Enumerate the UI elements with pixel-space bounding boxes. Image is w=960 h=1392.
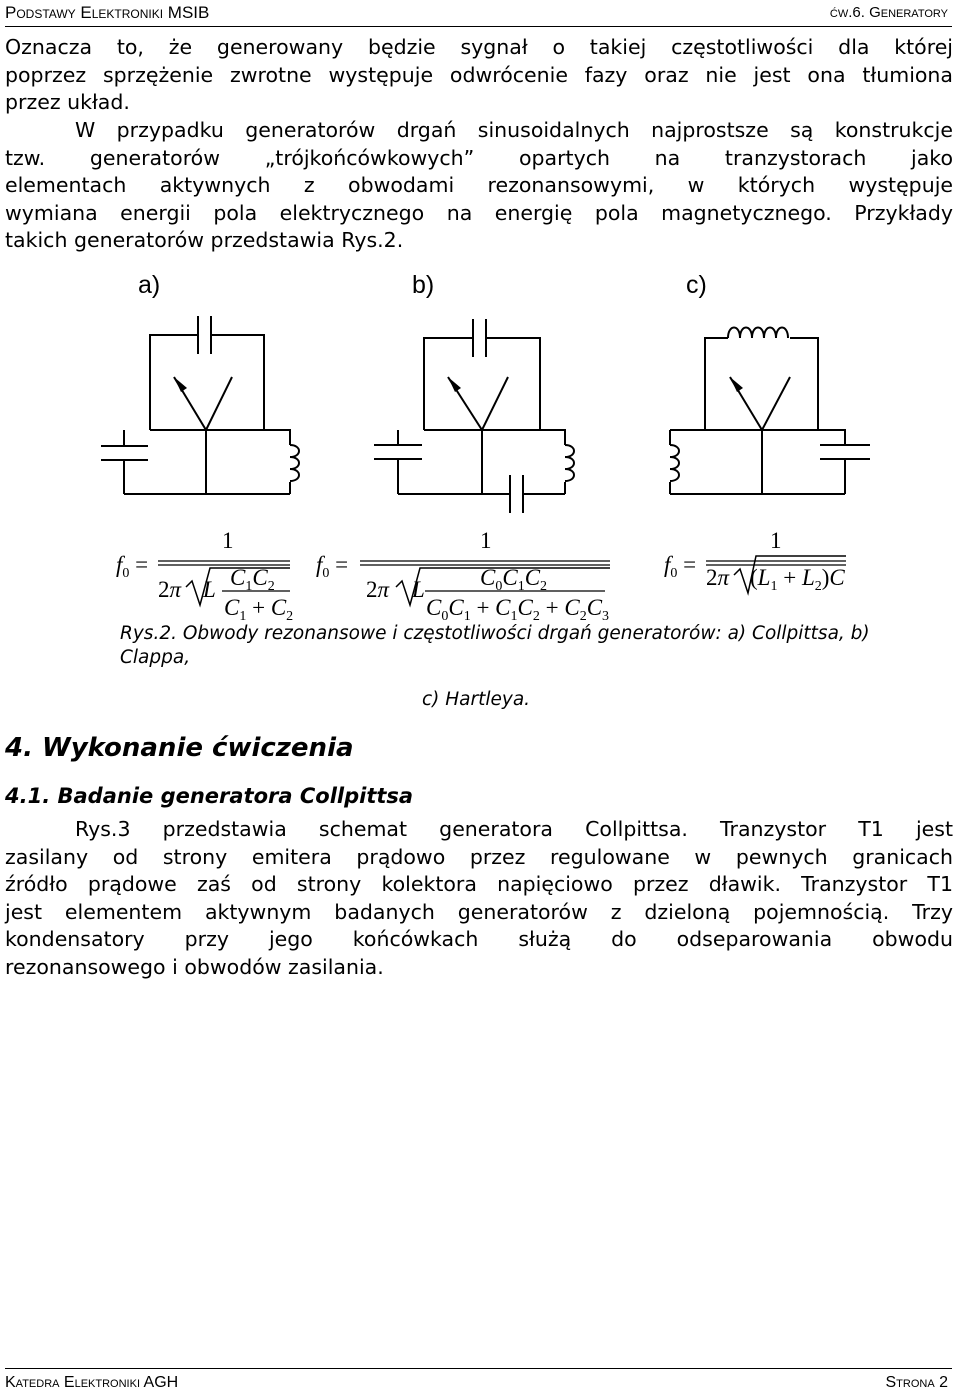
generators-paragraph <box>5 117 953 255</box>
text-line: Oznacza to, że generowany będzie sygnał o takiej częstotliwości dla której <box>5 35 953 59</box>
text-line: kondensatory przy jego końcówkach służą do odseparowania obwodu <box>5 927 953 952</box>
page-footer <box>5 1368 952 1391</box>
figure-label-c: c) <box>686 271 707 299</box>
svg-text:2π: 2π <box>706 565 730 590</box>
svg-text:2π: 2π <box>158 577 182 602</box>
text-line: W przypadku generatorów drgań sinusoidalnych najprostsze są konstrukcje <box>75 118 953 142</box>
figure-label-b: b) <box>412 271 435 299</box>
formula-b <box>316 528 610 624</box>
footer-department: Katedra Elektroniki AGH <box>5 1374 179 1391</box>
svg-text:(L1 + L2)C: $(L_1 + L_2)C$ <box>750 565 845 594</box>
svg-text:2π: 2π <box>366 577 390 602</box>
svg-text:1: 1 <box>480 528 492 553</box>
text-line: jest elementem aktywnym badanych generatorów z dzieloną pojemnością. Trzy <box>5 899 953 924</box>
circuit-a <box>101 316 299 494</box>
caption-line: c) Hartleya. <box>422 689 531 710</box>
text-line: poprzez sprzężenie zwrotne występuje odwrócenie fazy oraz nie jest ona tłumiona <box>5 62 953 87</box>
figure-caption <box>120 622 920 712</box>
svg-text:L: L <box>203 577 216 602</box>
svg-text:C0C1 + C1C2 + C2C3: $C_0C_1 + C_1C_2 + C_2C_3$ <box>426 595 610 624</box>
intro-paragraph <box>5 34 953 117</box>
page-number: Strona 2 <box>885 1374 948 1391</box>
text-line: elementach aktywnych z obwodami rezonansowymi, w których występuje <box>5 173 953 198</box>
text-line: przez układ. <box>5 90 130 115</box>
text-line: Rys.3 przedstawia schemat generatora Collpittsa. Tranzystor T1 jest <box>75 817 953 841</box>
svg-text:C0C1C2: $C_0C_1C_2$ <box>480 565 548 594</box>
caption-line: Rys.2. Obwody rezonansowe i częstotliwości drgań generatorów: a) Collpittsa, b) Clappa, <box>120 623 870 668</box>
body-paragraph <box>5 816 953 982</box>
header-title: Podstawy Elektroniki MSIB <box>5 3 210 22</box>
svg-text:C1C2: $C_1C_2$ <box>230 565 275 594</box>
svg-text:f0 =: $f_0$ = <box>116 552 149 581</box>
header-section: ćw.6. Generatory <box>829 4 948 21</box>
text-line: źródło prądowe zaś od strony kolektora napięciowo przez dławik. Tranzystor T1 <box>5 872 953 897</box>
svg-text:1: 1 <box>770 528 782 553</box>
circuit-b <box>374 319 574 513</box>
subsection-heading: 4.1. Badanie generatora Collpittsa <box>5 784 414 808</box>
figure-label-a: a) <box>138 271 161 299</box>
text-line: zasilany od strony emitera prądowo przez regulowane w pewnych granicach <box>5 844 953 869</box>
text-line: rezonansowego i obwodów zasilania. <box>5 954 384 979</box>
svg-text:f0 =: $f_0$ = <box>664 552 697 581</box>
text-line: wymiana energii pola elektrycznego na energię pola magnetycznego. Przykłady <box>5 200 953 225</box>
svg-text:f0 =: $f_0$ = <box>316 552 349 581</box>
svg-text:C1 + C2: $C_1 + C_2$ <box>224 595 294 624</box>
svg-text:L: L <box>412 577 425 602</box>
circuit-figure <box>0 255 960 625</box>
text-line: tzw. generatorów „trójkońcówkowych” opartych na tranzystorach jako <box>5 145 953 170</box>
formula-c <box>664 528 846 594</box>
svg-text:1: 1 <box>222 528 234 553</box>
formula-a <box>116 528 293 624</box>
circuit-c <box>670 328 870 495</box>
text-line: takich generatorów przedstawia Rys.2. <box>5 228 404 253</box>
page-header <box>5 2 952 27</box>
section-heading: 4. Wykonanie ćwiczenia <box>5 733 354 763</box>
